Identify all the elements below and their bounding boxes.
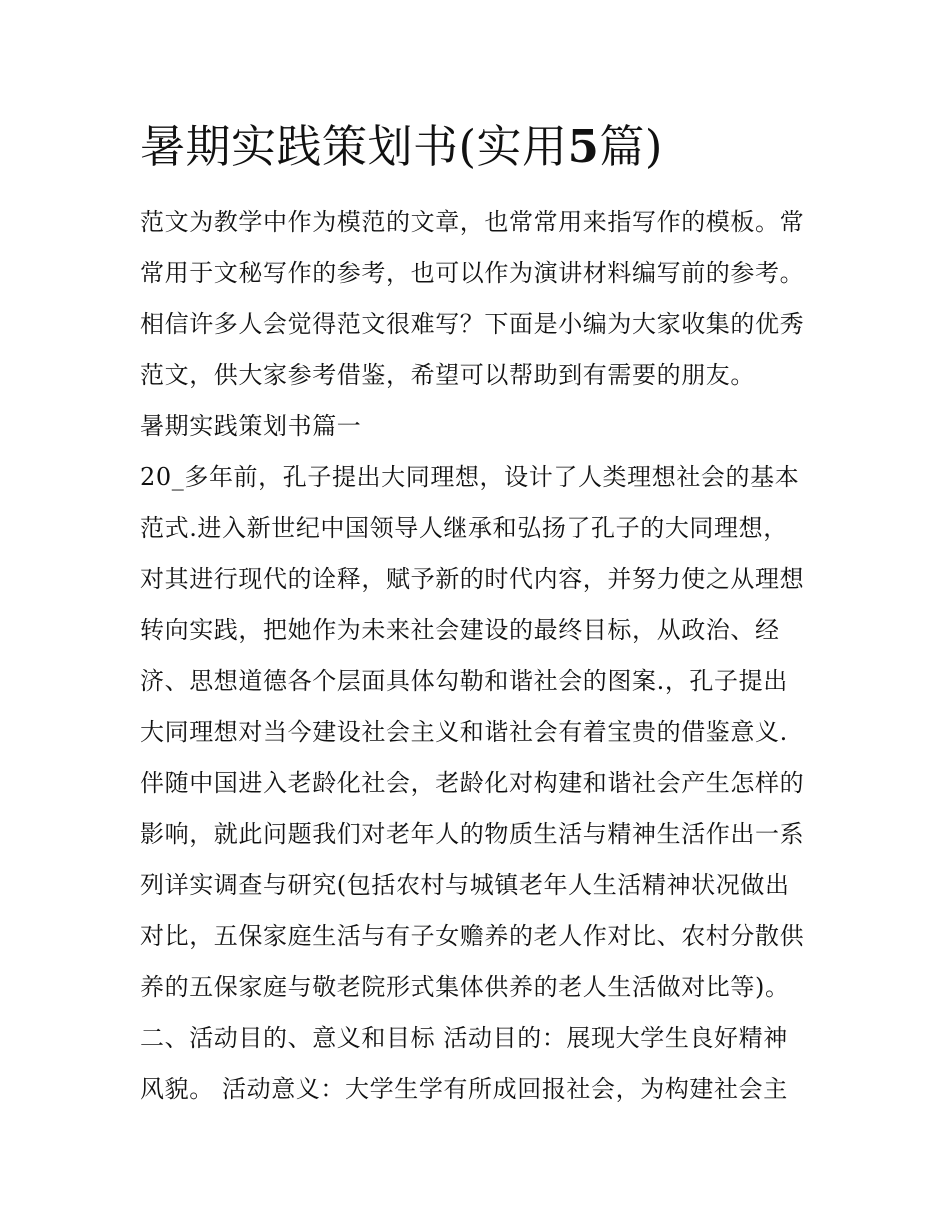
text-line: 相信许多人会觉得范文很难写？下面是小编为大家收集的优秀 [140,310,805,338]
text-line: 养的五保家庭与敬老院形式集体供养的老人生活做对比等)。 [140,973,790,1001]
title-number: 5 [567,120,600,173]
text-line: 二、活动目的、意义和目标 活动目的：展现大学生良好精神 [140,1024,788,1052]
text-line: 对比，五保家庭生活与有子女赡养的老人作对比、农村分散供 [140,922,805,950]
document-title [140,116,663,178]
text-line: 风貌。 活动意义：大学生学有所成回报社会，为构建社会主 [140,1075,788,1103]
text-line: 常用于文秘写作的参考，也可以作为演讲材料编写前的参考。 [140,259,805,287]
text-line: 伴随中国进入老龄化社会，老龄化对构建和谐社会产生怎样的 [140,769,805,797]
text-line: 范式.进入新世纪中国领导人继承和弘扬了孔子的大同理想， [140,514,788,542]
text-line: 范文，供大家参考借鉴，希望可以帮助到有需要的朋友。 [140,361,755,389]
text-line: 转向实践，把她作为未来社会建设的最终目标，从政治、经 [140,616,780,644]
text-line: 影响，就此问题我们对老年人的物质生活与精神生活作出一系 [140,820,805,848]
text-line: 20_多年前，孔子提出大同理想，设计了人类理想社会的基本 [140,463,800,491]
title-text-end: 篇) [599,120,663,173]
text-line: 济、思想道德各个层面具体勾勒和谐社会的图案.，孔子提出 [140,667,788,695]
text-line: 范文为教学中作为模范的文章，也常常用来指写作的模板。常 [140,208,805,236]
title-text: 暑期实践策划书(实用 [140,120,568,173]
text-line: 对其进行现代的诠释，赋予新的时代内容，并努力使之从理想 [140,565,805,593]
section-heading: 暑期实践策划书篇一 [140,412,362,440]
text-line: 列详实调查与研究(包括农村与城镇老年人生活精神状况做出 [140,871,790,899]
text-line: 大同理想对当今建设社会主义和谐社会有着宝贵的借鉴意义. [140,718,788,746]
